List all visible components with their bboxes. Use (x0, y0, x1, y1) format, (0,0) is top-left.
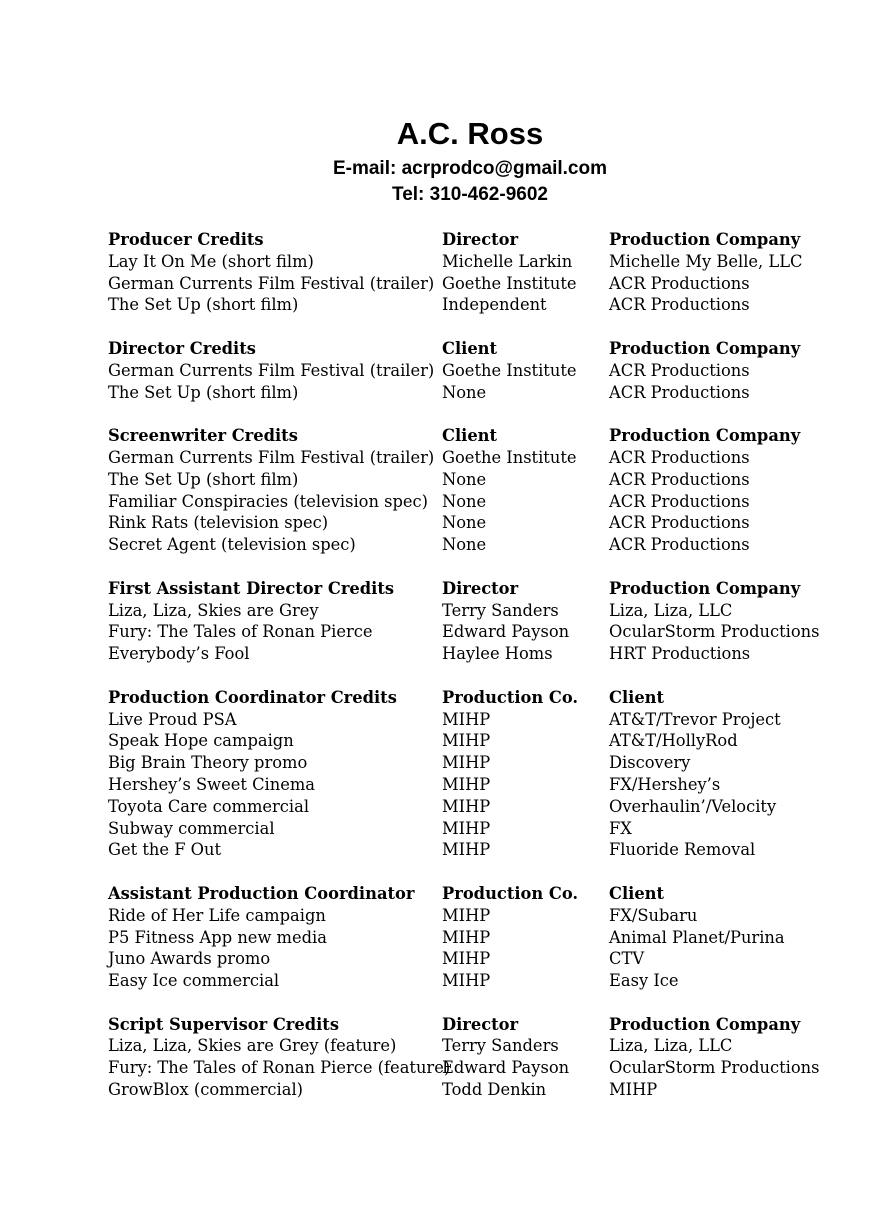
credit-person: Haylee Homs (442, 644, 553, 664)
credit-company: Easy Ice (609, 971, 679, 991)
credit-company: Liza, Liza, LLC (609, 600, 733, 620)
credit-row (108, 774, 868, 796)
person-name: A.C. Ross (396, 116, 544, 151)
credit-person: Goethe Institute (442, 447, 577, 467)
credit-person: Edward Payson (442, 622, 570, 642)
credit-person: Independent (442, 295, 547, 315)
credit-person: MIHP (442, 709, 491, 729)
credit-title: Big Brain Theory promo (108, 753, 308, 773)
credit-title: GrowBlox (commercial) (108, 1080, 304, 1100)
column-heading: Client (442, 426, 498, 446)
credit-company: HRT Productions (609, 644, 751, 664)
credit-company: ACR Productions (609, 360, 750, 380)
credit-company: ACR Productions (609, 382, 750, 402)
section-header-row (108, 338, 868, 360)
credit-person: MIHP (442, 905, 491, 925)
credit-title: Hershey’s Sweet Cinema (108, 774, 316, 794)
credit-row (108, 294, 868, 316)
credit-person: MIHP (442, 774, 491, 794)
credit-person: Terry Sanders (442, 600, 559, 620)
credit-row (108, 491, 868, 513)
credit-company: ACR Productions (609, 491, 750, 511)
credit-company: Michelle My Belle, LLC (609, 251, 803, 271)
column-heading: Client (609, 687, 665, 707)
email-line: E-mail: acrprodco@gmail.com (332, 158, 608, 179)
credit-person: Terry Sanders (442, 1036, 559, 1056)
credit-row (108, 1079, 868, 1101)
column-heading: Director (442, 1014, 519, 1034)
credit-company: Animal Planet/Purina (609, 927, 785, 947)
column-heading: Production Company (609, 578, 801, 598)
credit-title: Liza, Liza, Skies are Grey (feature) (108, 1036, 397, 1056)
column-heading: Production Company (609, 230, 801, 249)
column-heading: Client (442, 338, 498, 358)
credit-company: MIHP (609, 1080, 658, 1100)
credit-row (108, 796, 868, 818)
credit-person: Todd Denkin (442, 1080, 547, 1100)
column-heading: Director (442, 578, 519, 598)
credit-company: Liza, Liza, LLC (609, 1036, 733, 1056)
credit-row (108, 273, 868, 295)
credit-row (108, 1035, 868, 1057)
section-heading: Screenwriter Credits (108, 426, 298, 446)
credit-row (108, 469, 868, 491)
credits-section (108, 578, 868, 665)
credit-row (108, 251, 868, 273)
credit-company: OcularStorm Productions (609, 622, 820, 642)
credit-row (108, 927, 868, 949)
credit-title: Fury: The Tales of Ronan Pierce (feature) (108, 1058, 451, 1078)
credit-company: Fluoride Removal (609, 840, 756, 860)
credit-person: MIHP (442, 949, 491, 969)
credits-section (108, 425, 868, 556)
credit-title: Fury: The Tales of Ronan Pierce (108, 622, 373, 642)
credit-row (108, 1057, 868, 1079)
credit-title: Juno Awards promo (108, 949, 271, 969)
column-heading: Production Company (609, 426, 801, 446)
credit-title: Rink Rats (television spec) (108, 513, 329, 533)
credit-title: German Currents Film Festival (trailer) (108, 360, 435, 380)
section-header-row (108, 578, 868, 600)
section-header-row (108, 229, 868, 251)
credit-title: The Set Up (short film) (108, 295, 299, 315)
credit-row (108, 752, 868, 774)
column-heading: Production Co. (442, 883, 579, 903)
credit-title: P5 Fitness App new media (108, 927, 327, 947)
credit-person: Goethe Institute (442, 360, 577, 380)
section-header-row (108, 1014, 868, 1036)
credits-list (108, 229, 868, 1123)
credits-section (108, 1014, 868, 1101)
credit-company: CTV (609, 949, 645, 969)
section-header-row (108, 687, 868, 709)
credits-section (108, 687, 868, 861)
credit-title: Live Proud PSA (108, 709, 237, 729)
credit-title: Ride of Her Life campaign (108, 905, 326, 925)
credit-person: MIHP (442, 731, 491, 751)
credit-person: MIHP (442, 796, 491, 816)
section-header-row (108, 425, 868, 447)
column-heading: Director (442, 230, 519, 249)
credit-title: Lay It On Me (short film) (108, 251, 314, 271)
credit-title: Speak Hope campaign (108, 731, 294, 751)
credit-title: Subway commercial (108, 818, 275, 838)
credit-person: MIHP (442, 818, 491, 838)
column-heading: Production Co. (442, 687, 579, 707)
section-heading: Script Supervisor Credits (108, 1014, 339, 1034)
section-heading: Production Coordinator Credits (108, 687, 397, 707)
credit-row (108, 905, 868, 927)
credit-row (108, 512, 868, 534)
section-heading: First Assistant Director Credits (108, 578, 395, 598)
credit-company: ACR Productions (609, 513, 750, 533)
credit-row (108, 818, 868, 840)
section-heading: Producer Credits (108, 230, 264, 249)
credit-title: German Currents Film Festival (trailer) (108, 273, 435, 293)
credit-row (108, 948, 868, 970)
credit-company: Overhaulin’/Velocity (609, 796, 777, 816)
column-heading: Production Company (609, 1014, 801, 1034)
credit-person: None (442, 382, 487, 402)
credit-person: Edward Payson (442, 1058, 570, 1078)
credit-company: FX/Subaru (609, 905, 698, 925)
credit-person: MIHP (442, 927, 491, 947)
column-heading: Production Company (609, 338, 801, 358)
credits-section (108, 338, 868, 403)
credit-person: MIHP (442, 840, 491, 860)
credit-person: Michelle Larkin (442, 251, 573, 271)
credit-row (108, 839, 868, 861)
credit-person: None (442, 513, 487, 533)
credit-title: German Currents Film Festival (trailer) (108, 447, 435, 467)
credit-company: ACR Productions (609, 447, 750, 467)
credit-company: ACR Productions (609, 469, 750, 489)
credit-title: Everybody’s Fool (108, 644, 250, 664)
section-header-row (108, 883, 868, 905)
credit-row (108, 643, 868, 665)
credit-row (108, 730, 868, 752)
credit-title: The Set Up (short film) (108, 382, 299, 402)
credit-row (108, 360, 868, 382)
credit-person: MIHP (442, 753, 491, 773)
credit-row (108, 621, 868, 643)
credit-row (108, 382, 868, 404)
credit-row (108, 709, 868, 731)
section-heading: Director Credits (108, 338, 256, 358)
credit-person: None (442, 491, 487, 511)
credits-section (108, 229, 868, 316)
credit-company: ACR Productions (609, 273, 750, 293)
credit-person: None (442, 535, 487, 555)
credit-title: Liza, Liza, Skies are Grey (108, 600, 319, 620)
credit-company: AT&T/Trevor Project (609, 709, 781, 729)
resume-header (0, 112, 884, 208)
credit-person: Goethe Institute (442, 273, 577, 293)
credit-row (108, 447, 868, 469)
credit-company: FX (609, 818, 632, 838)
credit-title: The Set Up (short film) (108, 469, 299, 489)
credit-row (108, 600, 868, 622)
section-heading: Assistant Production Coordinator (108, 883, 415, 903)
credit-title: Secret Agent (television spec) (108, 535, 356, 555)
credit-title: Toyota Care commercial (108, 796, 310, 816)
credits-section (108, 883, 868, 992)
credit-title: Easy Ice commercial (108, 971, 280, 991)
credit-company: Discovery (609, 753, 691, 773)
phone-line: Tel: 310-462-9602 (392, 184, 548, 205)
column-heading: Client (609, 883, 665, 903)
credit-company: OcularStorm Productions (609, 1058, 820, 1078)
credit-row (108, 534, 868, 556)
credit-row (108, 970, 868, 992)
credit-company: FX/Hershey’s (609, 774, 721, 794)
credit-company: ACR Productions (609, 295, 750, 315)
credit-company: ACR Productions (609, 535, 750, 555)
credit-person: MIHP (442, 971, 491, 991)
credit-person: None (442, 469, 487, 489)
credit-company: AT&T/HollyRod (609, 731, 738, 751)
credit-title: Familiar Conspiracies (television spec) (108, 491, 429, 511)
credit-title: Get the F Out (108, 840, 222, 860)
